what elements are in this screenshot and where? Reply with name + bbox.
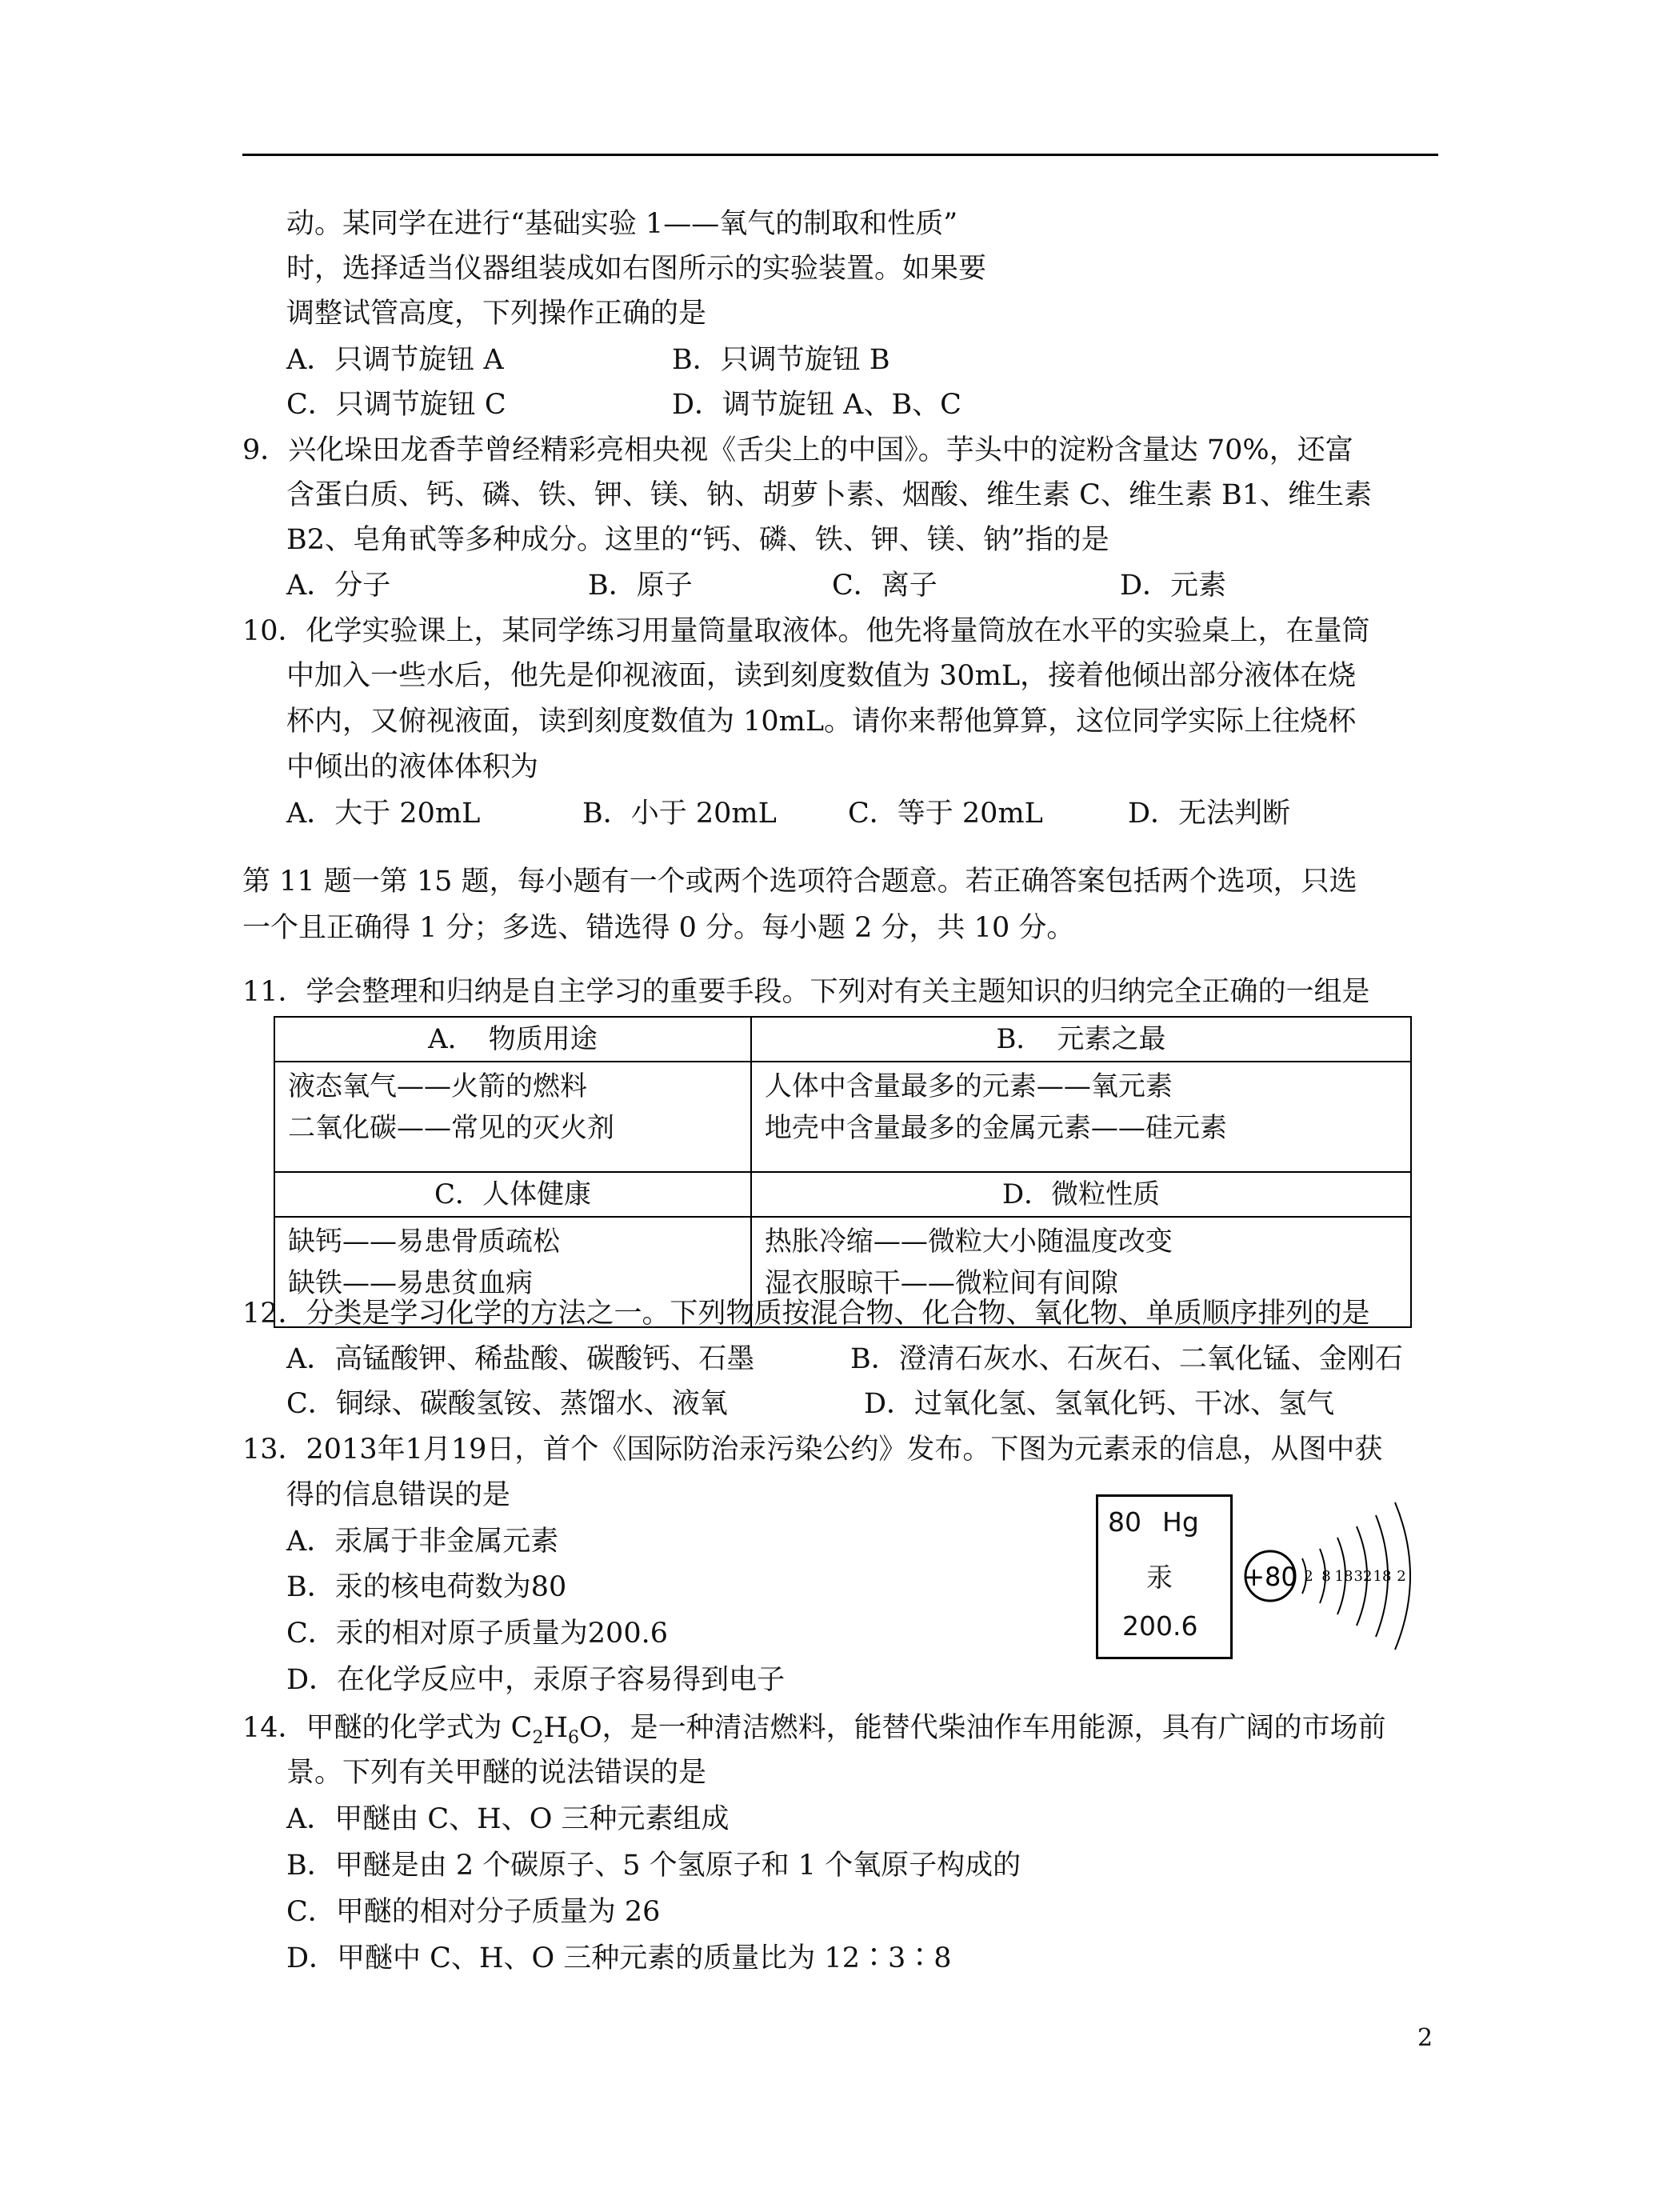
q11-c-item-1: 缺钙——易患骨质疏松: [288, 1226, 560, 1258]
q13-line-1: 13．2013年1月19日，首个《国际防治汞污染公约》发布。下图为元素汞的信息，从图中获: [242, 1434, 1383, 1466]
q11-stem: 11．学会整理和归纳是自主学习的重要手段。下列对有关主题知识的归纳完全正确的一组是: [242, 976, 1370, 1008]
q11-b-item-1: 人体中含量最多的元素——氧元素: [764, 1070, 1173, 1102]
element-symbol: Hg: [1162, 1506, 1199, 1538]
element-name: 汞: [1146, 1562, 1173, 1593]
element-atomic-number: 80: [1108, 1506, 1141, 1538]
q14-line-1: [242, 1710, 1386, 1756]
q9-option-a: A．分子: [286, 570, 391, 602]
q11-d-item-2: 湿衣服晾干——微粒间有间隙: [764, 1267, 1118, 1299]
q12-option-c: C．铜绿、碳酸氢铵、蒸馏水、液氧: [286, 1388, 728, 1420]
q8-option-b: B．只调节旋钮 B: [672, 344, 890, 376]
q9-option-d: D．元素: [1120, 570, 1227, 602]
q14-option-b: B．甲醚是由 2 个碳原子、5 个氢原子和 1 个氧原子构成的: [286, 1850, 1021, 1882]
q11-knowledge-table: [274, 1016, 1412, 1328]
q14-line-2: 景。下列有关甲醚的说法错误的是: [286, 1757, 707, 1789]
q12-option-a: A．高锰酸钾、稀盐酸、碳酸钙、石墨: [286, 1343, 755, 1375]
q11-a-item-1: 液态氧气——火箭的燃料: [288, 1070, 587, 1102]
q11-c-item-2: 缺铁——易患贫血病: [288, 1267, 533, 1299]
q8-option-c: C．只调节旋钮 C: [286, 389, 506, 421]
q13-option-d: D．在化学反应中，汞原子容易得到电子: [286, 1664, 786, 1696]
q14-option-a: A．甲醚由 C、H、O 三种元素组成: [286, 1803, 730, 1835]
q8-option-a: A．只调节旋钮 A: [286, 344, 504, 376]
q14-formula-sub-2: 6: [567, 1728, 579, 1748]
page-number: 2: [1417, 2024, 1433, 2052]
q9-line-1: 9．兴化垛田龙香芋曾经精彩亮相央视《舌尖上的中国》。芋头中的淀粉含量达 70%，还富: [242, 434, 1353, 466]
q11-table-cell-b: [751, 1062, 1411, 1172]
q10-line-4: 中倾出的液体体积为: [286, 751, 539, 783]
q12-option-b: B．澄清石灰水、石灰石、二氧化锰、金刚石: [850, 1343, 1403, 1375]
q13-line-2: 得的信息错误的是: [286, 1479, 511, 1511]
q10-line-2: 中加入一些水后，他先是仰视液面，读到刻度数值为 30mL，接着他倾出部分液体在烧: [286, 660, 1357, 692]
q14-formula-sub-1: 2: [532, 1728, 544, 1748]
q11-b-item-2: 地壳中含量最多的金属元素——硅元素: [764, 1112, 1227, 1144]
q8-line-2: 时，选择适当仪器组装成如右图所示的实验装置。如果要: [286, 253, 987, 285]
q10-option-c: C．等于 20mL: [848, 798, 1043, 830]
q14-line-1-post: O，是一种清洁燃料，能替代柴油作车用能源，具有广阔的市场前: [578, 1712, 1386, 1744]
q10-option-b: B．小于 20mL: [582, 798, 777, 830]
q11-table-head-b: B． 元素之最: [751, 1017, 1411, 1062]
q14-formula-h: H: [543, 1712, 568, 1744]
q10-line-1: 10．化学实验课上，某同学练习用量筒量取液体。他先将量筒放在水平的实验桌上，在量筒: [242, 615, 1370, 647]
q13-option-b: B．汞的核电荷数为80: [286, 1571, 567, 1603]
shell-count-2: 8: [1321, 1568, 1331, 1585]
shell-count-4: 32: [1353, 1568, 1373, 1585]
q11-table-head-d: D．微粒性质: [751, 1172, 1411, 1217]
q13-option-a: A．汞属于非金属元素: [286, 1526, 559, 1558]
q8-line-3: 调整试管高度，下列操作正确的是: [286, 298, 707, 330]
q9-line-2: 含蛋白质、钙、磷、铁、钾、镁、钠、胡萝卜素、烟酸、维生素 C、维生素 B1、维生素: [286, 479, 1373, 511]
q14-option-c: C．甲醚的相对分子质量为 26: [286, 1896, 661, 1928]
shell-count-3: 18: [1334, 1568, 1353, 1585]
header-rule: [242, 154, 1438, 156]
shell-count-5: 18: [1373, 1568, 1392, 1585]
shell-count-1: 2: [1304, 1568, 1313, 1585]
q14-option-d: D．甲醚中 C、H、O 三种元素的质量比为 12∶3∶8: [286, 1942, 952, 1974]
q11-table-head-a: A． 物质用途: [274, 1017, 751, 1062]
q11-d-item-1: 热胀冷缩——微粒大小随温度改变: [764, 1226, 1173, 1258]
shell-count-6: 2: [1397, 1568, 1406, 1585]
q12-stem: 12．分类是学习化学的方法之一。下列物质按混合物、化合物、氧化物、单质顺序排列的是: [242, 1298, 1370, 1330]
q10-option-a: A．大于 20mL: [286, 798, 481, 830]
q13-option-c: C．汞的相对原子质量为200.6: [286, 1618, 668, 1650]
q14-line-1-pre: 14．甲醚的化学式为 C: [242, 1712, 533, 1744]
element-card: [1096, 1494, 1233, 1659]
mercury-element-figure: [1096, 1486, 1432, 1666]
q10-option-d: D．无法判断: [1128, 798, 1291, 830]
q9-line-3: B2、皂角甙等多种成分。这里的“钙、磷、铁、钾、镁、钠”指的是: [286, 524, 1109, 556]
atomic-structure-diagram: [1240, 1486, 1432, 1666]
section-instructions-line-2: 一个且正确得 1 分；多选、错选得 0 分。每小题 2 分，共 10 分。: [242, 912, 1075, 944]
q10-line-3: 杯内，又俯视液面，读到刻度数值为 10mL。请你来帮他算算，这位同学实际上往烧杯: [286, 706, 1357, 738]
q9-option-b: B．原子: [588, 570, 693, 602]
q8-line-1: 动。某同学在进行“基础实验 1——氧气的制取和性质”: [286, 208, 958, 240]
q9-option-c: C．离子: [832, 570, 937, 602]
q11-a-item-2: 二氧化碳——常见的灭火剂: [288, 1112, 614, 1144]
q8-option-d: D．调节旋钮 A、B、C: [672, 389, 961, 421]
element-atomic-mass: 200.6: [1122, 1610, 1198, 1642]
nucleus-charge: +80: [1243, 1562, 1297, 1592]
q12-option-d: D．过氧化氢、氢氧化钙、干冰、氢气: [864, 1388, 1335, 1420]
section-instructions-line-1: 第 11 题一第 15 题，每小题有一个或两个选项符合题意。若正确答案包括两个选项，只选: [242, 866, 1357, 898]
q11-table-cell-a: [274, 1062, 751, 1172]
q11-table-head-c: C．人体健康: [274, 1172, 751, 1217]
